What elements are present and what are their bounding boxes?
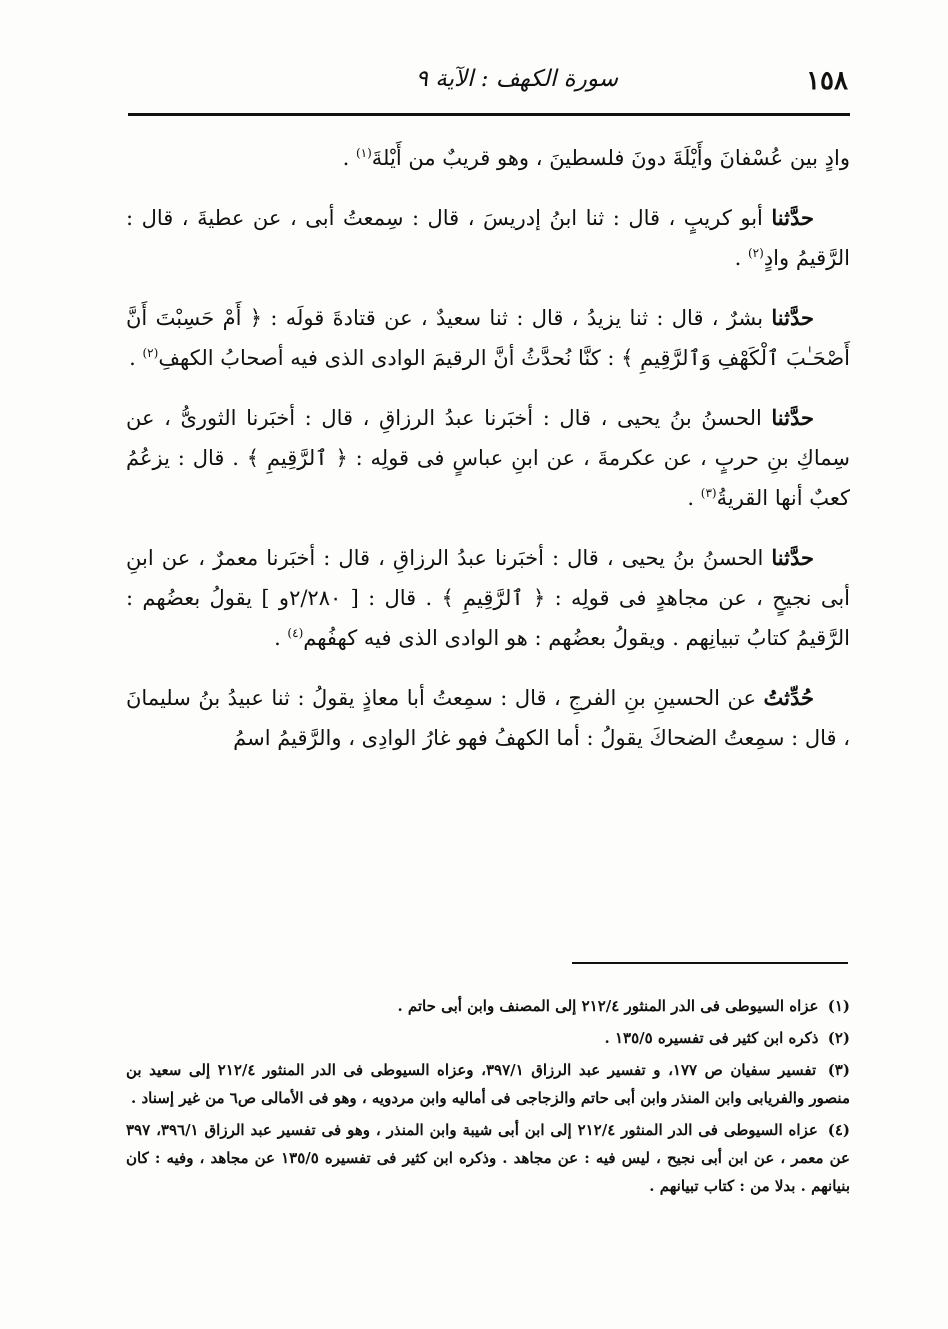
paragraph-end: . [734, 246, 748, 270]
footnote-number: (٣) [827, 1061, 850, 1079]
footnote-marker: (٢) [142, 346, 159, 360]
footnote-marker: (٢) [747, 246, 764, 260]
paragraph-text: أبو كريبٍ ، قال : ثنا ابنُ إدريسَ ، قال : سِمعتُ أبى ، عن عطيةَ ، قال : الرَّقيمُ وادٍ [126, 206, 850, 270]
footnote-marker: (٣) [700, 486, 717, 500]
main-text [126, 138, 850, 778]
paragraph [126, 678, 850, 758]
paragraph-text: عن الحسينِ بنِ الفرجِ ، قال : سمِعتُ أبا معاذٍ يقولُ : ثنا عبيدُ بنُ سليمانَ ، قال : سمِعتُ الضحاكَ يقولُ : أما الكهفُ فهو غارُ الوادِى ، والرَّقيمُ اسمُ [126, 686, 850, 750]
isnad-lead: حُدِّثتُ [763, 685, 814, 710]
paragraph-end: . [129, 346, 143, 370]
footnotes [126, 992, 850, 1204]
footnote-rule [572, 962, 848, 964]
footnote-text: عزاه السيوطى فى الدر المنثور ٢١٢/٤ إلى المصنف وابن أبى حاتم . [397, 997, 819, 1015]
footnote-number: (٢) [827, 1029, 850, 1047]
paragraph-text: الحسنُ بنُ يحيى ، قال : أخبَرنا عبدُ الرزاقِ ، قال : أخبَرنا الثورىُّ ، عن سِماكِ بنِ حربٍ ، عن عكرمةَ ، عن ابنِ عباسٍ فى قولِه : ﴿ ٱلرَّقِيمِ ﴾ . قال : يزعُمُ كعبٌ أنها القريةُ [126, 406, 850, 510]
footnote-text: عزاه السيوطى فى الدر المنثور ٢١٢/٤ إلى ابن أبى شيبة وابن المنذر ، وهو فى تفسير عبد الرزاق ٣٩٦/١، ٣٩٧ عن معمر ، عن ابن أبى نجيح ، ليس فيه : عن مجاهد . وذكره ابن كثير فى تفسيره ١٣٥/٥ عن مجاهد ، وفيه : كان بنيانهم . بدلا من : كتاب تبيانهم . [126, 1121, 850, 1195]
footnote [126, 1024, 850, 1052]
header-rule [128, 113, 850, 116]
paragraph [126, 538, 850, 658]
page-number: ١٥٨ [806, 66, 848, 96]
isnad-lead: حدَّثنا [771, 405, 814, 430]
footnote-marker: (٤) [287, 626, 304, 640]
footnote-number: (١) [827, 997, 850, 1015]
paragraph-text: وادٍ بين عُسْفانَ وأَيْلَةَ دونَ فلسطينَ ، وهو قريبٌ من أَيْلةَ [371, 146, 850, 170]
paragraph [126, 138, 850, 178]
paragraph-end: . [342, 146, 356, 170]
paragraph [126, 198, 850, 278]
paragraph-end: . [274, 626, 288, 650]
paragraph-text: بشرٌ ، قال : ثنا يزيدُ ، قال : ثنا سعيدٌ ، عن قتادةَ قولَه : ﴿ أَمْ حَسِبْتَ أَنَّ أَصْحَـٰبَ ٱلْكَهْفِ وَٱلرَّقِيمِ ﴾ : كنَّا نُحدَّثُ أنَّ الرقيمَ الوادى الذى فيه أصحابُ الكهفِ [126, 306, 850, 370]
isnad-lead: حدَّثنا [771, 545, 814, 570]
running-title: سورة الكهف : الآية ٩ [415, 66, 618, 92]
paragraph [126, 298, 850, 378]
footnote [126, 1116, 850, 1200]
paragraph-end: . [687, 486, 701, 510]
footnote [126, 1056, 850, 1112]
paragraph-text: الحسنُ بنُ يحيى ، قال : أخبَرنا عبدُ الرزاقِ ، قال : أخبَرنا معمرٌ ، عن ابنِ أبى نجيحٍ ، عن مجاهدٍ فى قولِه : ﴿ ٱلرَّقِيمِ ﴾ . قال : [ ٢/٢٨٠و ] يقولُ بعضُهم : الرَّقيمُ كتابُ تبيانِهم . ويقولُ بعضُهم : هو الوادى الذى فيه كهفُهم [126, 546, 851, 650]
page-header [128, 58, 848, 110]
footnote-number: (٤) [827, 1121, 850, 1139]
footnote-text: تفسير سفيان ص ١٧٧، و تفسير عبد الرزاق ٣٩٧/١، وعزاه السيوطى فى الدر المنثور ٢١٢/٤ إلى سعيد بن منصور والفريابى وابن المنذر وابن أبى حاتم والزجاجى فى أماليه وابن مردويه ، وهو فى الأمالى ص٦ من غير إسناد . [126, 1061, 850, 1107]
isnad-lead: حدَّثنا [771, 205, 814, 230]
footnote-marker: (١) [355, 146, 372, 160]
isnad-lead: حدَّثنا [771, 305, 814, 330]
footnote [126, 992, 850, 1020]
footnote-text: ذكره ابن كثير فى تفسيره ١٣٥/٥ . [604, 1029, 819, 1047]
paragraph [126, 398, 850, 518]
